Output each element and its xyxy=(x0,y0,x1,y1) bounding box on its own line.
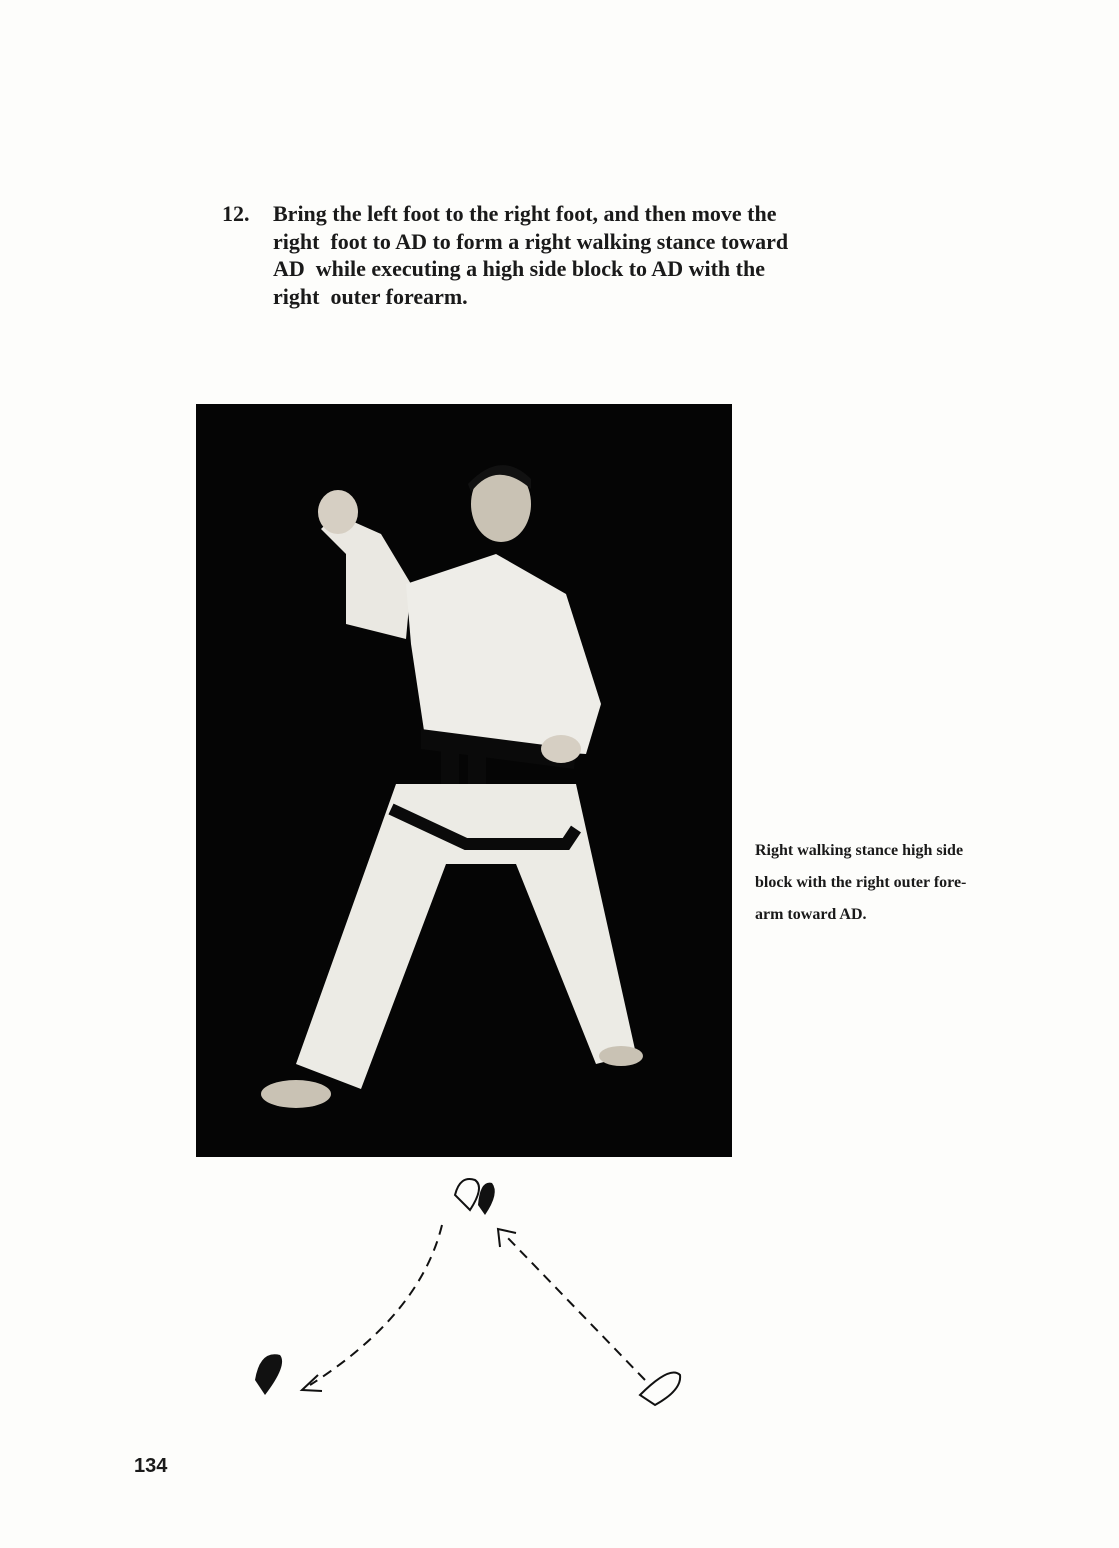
footprint-right-icon xyxy=(640,1373,680,1406)
dashed-arrow-left xyxy=(310,1225,442,1385)
photo-caption xyxy=(755,835,1055,931)
dashed-arrow-right xyxy=(505,1235,645,1380)
instruction-step xyxy=(222,200,902,310)
figure-illustration xyxy=(196,404,732,1157)
caption-line: Right walking stance high side xyxy=(755,842,964,859)
instruction-line: right outer forearm. xyxy=(273,283,468,309)
instruction-line: right foot to AD to form a right walking stance toward xyxy=(273,228,789,254)
instruction-line: AD while executing a high side block to AD with the xyxy=(273,256,765,281)
caption-line: arm toward AD. xyxy=(755,906,867,923)
step-number: 12. xyxy=(222,201,250,226)
instruction-line: Bring the left foot to the right foot, and then move the xyxy=(273,201,777,226)
foot-movement-diagram xyxy=(230,1165,710,1425)
page-number: 134 xyxy=(134,1455,168,1477)
footprint-left-icon xyxy=(255,1354,282,1395)
caption-line: block with the right outer fore- xyxy=(755,874,967,891)
photo-martial-artist-stance xyxy=(196,404,732,1157)
footprint-top-pair-icon xyxy=(455,1179,495,1215)
